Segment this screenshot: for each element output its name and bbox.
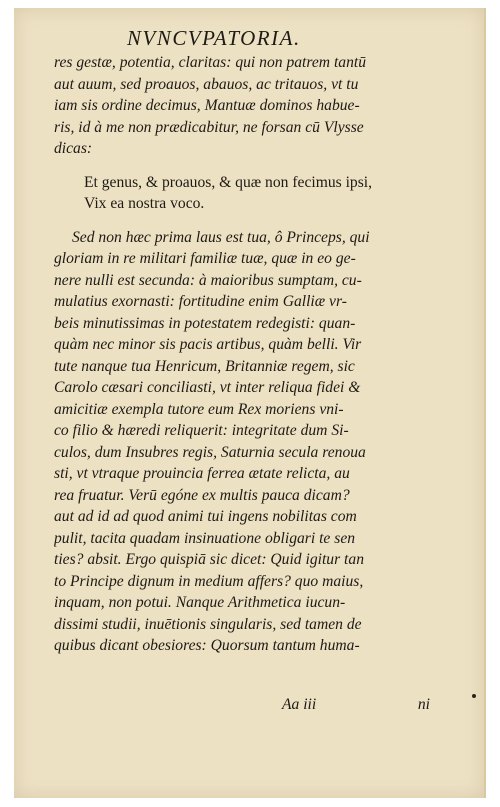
text-line: nere nulli est secunda: à maioribus sumptam, cu-: [54, 271, 362, 289]
running-head: NVNCVPATORIA.: [127, 26, 301, 50]
text-line: aut ad id ad quod animi tui ingens nobilitas com: [54, 508, 357, 525]
text-line: gloriam in re militari familiæ tuæ, quæ in eo ge-: [54, 250, 356, 267]
text-line: dissimi studii, inuētionis singularis, sed tamen de: [54, 615, 362, 633]
text-line: amicitiæ exempla tutore eum Rex moriens vni-: [54, 400, 344, 418]
text-line: inquam, non potui. Nanque Arithmetica iucun-: [54, 594, 346, 611]
text-line: pulit, tacita quadam insinuatione obligari te sen: [54, 529, 356, 547]
text-line: aut auum, sed proauos, abauos, ac tritauos, vt tu: [54, 75, 359, 93]
signature-mark: Aa iii: [282, 696, 317, 713]
text-line: ris, id à me non prædicabitur, ne forsan cū Vlysse: [54, 118, 364, 136]
text-line: ties? absit. Ergo quispiā sic dicet: Quid igitur tan: [54, 551, 364, 568]
verse-line: Et genus, & proauos, & quæ non fecimus ipsi,: [84, 173, 373, 191]
verse-line: Vix ea nostra voco.: [84, 195, 205, 212]
text-block: [54, 52, 430, 657]
text-line: tute nanque tua Henricum, Britanniæ regem, sic: [54, 357, 355, 375]
text-line: quibus dicant obesiores: Quorsum tantum huma-: [54, 637, 360, 654]
page-footer: [54, 696, 430, 718]
catchword: ni: [417, 696, 430, 713]
text-line: iam sis ordine decimus, Mantuæ dominos habue-: [54, 97, 360, 114]
paragraph-first-line: Sed non hæc prima laus est tua, ô Princeps, qui: [72, 228, 370, 246]
text-line: quàm nec minor sis pacis artibus, quàm belli. Vir: [54, 336, 362, 353]
text-line: dicas:: [54, 140, 93, 157]
text-line: beis minutissimas in potestatem redegisti: quan-: [54, 314, 356, 332]
text-line: culos, dum Insubres regis, Saturnia secula renoua: [54, 443, 366, 461]
text-line: rea fruatur. Verū egóne ex multis pauca dicam?: [54, 486, 350, 504]
text-line: co filio & hæredi reliquerit: integritate dum Si-: [54, 422, 349, 439]
text-line: mulatius exornasti: fortitudine enim Galliæ vr-: [54, 293, 347, 310]
text-line: res gestæ, potentia, claritas: qui non patrem tantū: [54, 54, 367, 71]
text-line: to Principe dignum in medium affers? quo maius,: [54, 572, 364, 590]
text-line: sti, vt vtraque prouincia ferrea ætate relicta, au: [54, 465, 350, 482]
text-line: Carolo cæsari conciliasti, vt inter reliqua fidei &: [54, 379, 361, 396]
book-page: [14, 8, 486, 798]
ink-speck: [472, 694, 476, 698]
